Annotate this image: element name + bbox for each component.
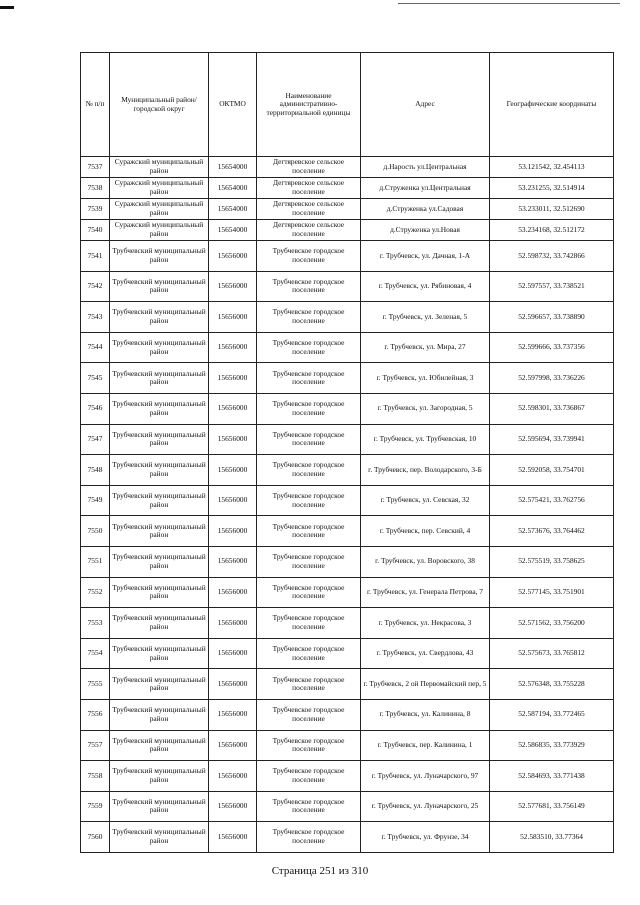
- table-row: [81, 332, 614, 363]
- cell-unit: Трубчевское городское поселение: [257, 761, 361, 792]
- cell-coords: 52.576348, 33.755228: [490, 669, 614, 700]
- cell-coords: 52.575519, 33.758625: [490, 546, 614, 577]
- cell-coords: 53.121542, 32.454113: [490, 157, 614, 178]
- cell-address: д.Нарость ул.Центральная: [361, 157, 490, 178]
- cell-address: д.Струженка ул.Новая: [361, 220, 490, 241]
- cell-oktmo: 15656000: [209, 302, 257, 333]
- cell-district: Трубчевский муниципальный район: [110, 546, 209, 577]
- cell-num: 7559: [81, 791, 110, 822]
- cell-unit: Трубчевское городское поселение: [257, 699, 361, 730]
- table-row: [81, 822, 614, 853]
- table-row: [81, 363, 614, 394]
- cell-district: Трубчевский муниципальный район: [110, 424, 209, 455]
- cell-coords: 52.577681, 33.756149: [490, 791, 614, 822]
- cell-num: 7539: [81, 199, 110, 220]
- cell-oktmo: 15656000: [209, 363, 257, 394]
- cell-district: Суражский муниципальный район: [110, 157, 209, 178]
- cell-address: г. Трубчевск, ул. Фрунзе, 34: [361, 822, 490, 853]
- cell-num: 7548: [81, 455, 110, 486]
- cell-num: 7546: [81, 393, 110, 424]
- cell-coords: 52.575421, 33.762756: [490, 485, 614, 516]
- table-row: [81, 669, 614, 700]
- cell-address: г. Трубчевск, ул. Луначарского, 25: [361, 791, 490, 822]
- cell-num: 7558: [81, 761, 110, 792]
- cell-oktmo: 15656000: [209, 638, 257, 669]
- table-row: [81, 157, 614, 178]
- cell-num: 7553: [81, 608, 110, 639]
- cell-oktmo: 15656000: [209, 332, 257, 363]
- cell-district: Трубчевский муниципальный район: [110, 271, 209, 302]
- cell-coords: 52.587194, 33.772465: [490, 699, 614, 730]
- cell-oktmo: 15656000: [209, 241, 257, 272]
- cell-oktmo: 15656000: [209, 577, 257, 608]
- cell-unit: Трубчевское городское поселение: [257, 455, 361, 486]
- cell-district: Трубчевский муниципальный район: [110, 761, 209, 792]
- cell-unit: Трубчевское городское поселение: [257, 424, 361, 455]
- cell-oktmo: 15654000: [209, 220, 257, 241]
- page-number: Страница 251 из 310: [271, 865, 369, 877]
- cell-num: 7557: [81, 730, 110, 761]
- cell-num: 7547: [81, 424, 110, 455]
- table-row: [81, 302, 614, 333]
- table-row: [81, 393, 614, 424]
- cell-coords: 52.575673, 33.765812: [490, 638, 614, 669]
- cell-unit: Трубчевское городское поселение: [257, 241, 361, 272]
- cell-num: 7544: [81, 332, 110, 363]
- cell-oktmo: 15656000: [209, 761, 257, 792]
- cell-num: 7555: [81, 669, 110, 700]
- cell-oktmo: 15656000: [209, 393, 257, 424]
- table-row: [81, 608, 614, 639]
- cell-address: г. Трубчевск, пер. Володарского, 3-Б: [361, 455, 490, 486]
- cell-coords: 52.573676, 33.764462: [490, 516, 614, 547]
- cell-coords: 52.598732, 33.742866: [490, 241, 614, 272]
- cell-unit: Трубчевское городское поселение: [257, 791, 361, 822]
- top-rule-line: [398, 3, 620, 4]
- table-row: [81, 199, 614, 220]
- cell-num: 7545: [81, 363, 110, 394]
- cell-address: г. Трубчевск, ул. Юбилейная, 3: [361, 363, 490, 394]
- cell-oktmo: 15656000: [209, 669, 257, 700]
- cell-unit: Трубчевское городское поселение: [257, 577, 361, 608]
- table-row: [81, 730, 614, 761]
- cell-district: Трубчевский муниципальный район: [110, 332, 209, 363]
- cell-oktmo: 15656000: [209, 791, 257, 822]
- cell-district: Трубчевский муниципальный район: [110, 302, 209, 333]
- cell-oktmo: 15656000: [209, 485, 257, 516]
- table-row: [81, 485, 614, 516]
- cell-oktmo: 15656000: [209, 455, 257, 486]
- table-row: [81, 271, 614, 302]
- cell-coords: 52.597557, 33.738521: [490, 271, 614, 302]
- cell-num: 7537: [81, 157, 110, 178]
- header-district: Муниципальный район/городской округ: [110, 53, 209, 157]
- cell-address: г. Трубчевск, ул. Севская, 32: [361, 485, 490, 516]
- cell-oktmo: 15656000: [209, 822, 257, 853]
- cell-address: г. Трубчевск, ул. Зеленая, 5: [361, 302, 490, 333]
- cell-address: г. Трубчевск, ул. Некрасова, 3: [361, 608, 490, 639]
- table-row: [81, 761, 614, 792]
- cell-oktmo: 15656000: [209, 516, 257, 547]
- cell-oktmo: 15654000: [209, 199, 257, 220]
- cell-num: 7550: [81, 516, 110, 547]
- cell-district: Трубчевский муниципальный район: [110, 791, 209, 822]
- cell-unit: Трубчевское городское поселение: [257, 730, 361, 761]
- header-address: Адрес: [361, 53, 490, 157]
- cell-address: г. Трубчевск, ул. Мира, 27: [361, 332, 490, 363]
- cell-coords: 52.583510, 33.77364: [490, 822, 614, 853]
- table-row: [81, 699, 614, 730]
- table-row: [81, 178, 614, 199]
- cell-district: Трубчевский муниципальный район: [110, 485, 209, 516]
- cell-coords: 52.598301, 33.736867: [490, 393, 614, 424]
- cell-num: 7560: [81, 822, 110, 853]
- table-row: [81, 455, 614, 486]
- cell-oktmo: 15654000: [209, 157, 257, 178]
- cell-district: Суражский муниципальный район: [110, 220, 209, 241]
- cell-num: 7556: [81, 699, 110, 730]
- cell-oktmo: 15656000: [209, 424, 257, 455]
- cell-coords: 52.571562, 33.756200: [490, 608, 614, 639]
- cell-oktmo: 15656000: [209, 730, 257, 761]
- cell-address: г. Трубчевск, ул. Загородная, 5: [361, 393, 490, 424]
- cell-address: г. Трубчевск, пер. Калинина, 1: [361, 730, 490, 761]
- cell-district: Трубчевский муниципальный район: [110, 608, 209, 639]
- cell-coords: 52.595694, 33.739941: [490, 424, 614, 455]
- cell-unit: Трубчевское городское поселение: [257, 302, 361, 333]
- cell-unit: Дегтяревское сельское поселение: [257, 157, 361, 178]
- cell-oktmo: 15656000: [209, 546, 257, 577]
- table-row: [81, 638, 614, 669]
- table-row: [81, 546, 614, 577]
- cell-district: Суражский муниципальный район: [110, 178, 209, 199]
- table-header-row: [81, 53, 614, 157]
- cell-num: 7540: [81, 220, 110, 241]
- cell-address: г. Трубчевск, ул. Воровского, 38: [361, 546, 490, 577]
- cell-address: г. Трубчевск, ул. Трубчевская, 10: [361, 424, 490, 455]
- cell-num: 7541: [81, 241, 110, 272]
- cell-district: Трубчевский муниципальный район: [110, 669, 209, 700]
- cell-coords: 52.597998, 33.736226: [490, 363, 614, 394]
- cell-num: 7551: [81, 546, 110, 577]
- cell-address: г. Трубчевск, 2 ой Первомайский пер, 5: [361, 669, 490, 700]
- cell-oktmo: 15656000: [209, 699, 257, 730]
- cell-coords: 52.584693, 33.771438: [490, 761, 614, 792]
- cell-district: Трубчевский муниципальный район: [110, 241, 209, 272]
- cell-unit: Трубчевское городское поселение: [257, 393, 361, 424]
- cell-district: Трубчевский муниципальный район: [110, 363, 209, 394]
- cell-district: Трубчевский муниципальный район: [110, 730, 209, 761]
- cell-district: Трубчевский муниципальный район: [110, 822, 209, 853]
- table-row: [81, 220, 614, 241]
- cell-district: Трубчевский муниципальный район: [110, 577, 209, 608]
- cell-district: Трубчевский муниципальный район: [110, 699, 209, 730]
- cell-oktmo: 15654000: [209, 178, 257, 199]
- cell-address: г. Трубчевск, ул. Дачная, 1-А: [361, 241, 490, 272]
- cell-coords: 52.577145, 33.751901: [490, 577, 614, 608]
- cell-coords: 52.586835, 33.773929: [490, 730, 614, 761]
- cell-address: г. Трубчевск, ул. Свердлова, 43: [361, 638, 490, 669]
- cell-address: д.Струженка ул.Центральная: [361, 178, 490, 199]
- header-coords: Географические координаты: [490, 53, 614, 157]
- scan-corner-mark: [0, 6, 14, 9]
- cell-unit: Трубчевское городское поселение: [257, 822, 361, 853]
- cell-unit: Трубчевское городское поселение: [257, 485, 361, 516]
- cell-coords: 52.592058, 33.754701: [490, 455, 614, 486]
- cell-address: г. Трубчевск, ул. Рябиновая, 4: [361, 271, 490, 302]
- cell-district: Суражский муниципальный район: [110, 199, 209, 220]
- cell-unit: Трубчевское городское поселение: [257, 332, 361, 363]
- cell-coords: 53.234168, 32.512172: [490, 220, 614, 241]
- cell-address: г. Трубчевск, ул. Калинина, 8: [361, 699, 490, 730]
- cell-unit: Трубчевское городское поселение: [257, 608, 361, 639]
- cell-address: д.Струженка ул.Садовая: [361, 199, 490, 220]
- header-oktmo: ОКТМО: [209, 53, 257, 157]
- cell-num: 7543: [81, 302, 110, 333]
- cell-district: Трубчевский муниципальный район: [110, 455, 209, 486]
- cell-coords: 53.233011, 32.512690: [490, 199, 614, 220]
- cell-coords: 53.231255, 32.514914: [490, 178, 614, 199]
- cell-unit: Трубчевское городское поселение: [257, 638, 361, 669]
- cell-unit: Трубчевское городское поселение: [257, 669, 361, 700]
- cell-num: 7552: [81, 577, 110, 608]
- header-num: № п/п: [81, 53, 110, 157]
- cell-address: г. Трубчевск, пер. Севский, 4: [361, 516, 490, 547]
- cell-address: г. Трубчевск, ул. Луначарского, 97: [361, 761, 490, 792]
- header-unit: Наименование административно-территориальной единицы: [257, 53, 361, 157]
- table-row: [81, 577, 614, 608]
- cell-num: 7538: [81, 178, 110, 199]
- cell-oktmo: 15656000: [209, 271, 257, 302]
- cell-unit: Дегтяревское сельское поселение: [257, 178, 361, 199]
- cell-unit: Трубчевское городское поселение: [257, 271, 361, 302]
- cell-coords: 52.596657, 33.738890: [490, 302, 614, 333]
- cell-num: 7542: [81, 271, 110, 302]
- table-row: [81, 791, 614, 822]
- cell-oktmo: 15656000: [209, 608, 257, 639]
- cell-unit: Дегтяревское сельское поселение: [257, 220, 361, 241]
- table-row: [81, 424, 614, 455]
- cell-district: Трубчевский муниципальный район: [110, 393, 209, 424]
- cell-address: г. Трубчевск, ул. Генерала Петрова, 7: [361, 577, 490, 608]
- cell-num: 7549: [81, 485, 110, 516]
- registry-table: [80, 52, 614, 853]
- cell-unit: Дегтяревское сельское поселение: [257, 199, 361, 220]
- cell-unit: Трубчевское городское поселение: [257, 546, 361, 577]
- cell-district: Трубчевский муниципальный район: [110, 516, 209, 547]
- cell-unit: Трубчевское городское поселение: [257, 516, 361, 547]
- table-row: [81, 516, 614, 547]
- table-row: [81, 241, 614, 272]
- cell-district: Трубчевский муниципальный район: [110, 638, 209, 669]
- cell-num: 7554: [81, 638, 110, 669]
- cell-unit: Трубчевское городское поселение: [257, 363, 361, 394]
- cell-coords: 52.599666, 33.737356: [490, 332, 614, 363]
